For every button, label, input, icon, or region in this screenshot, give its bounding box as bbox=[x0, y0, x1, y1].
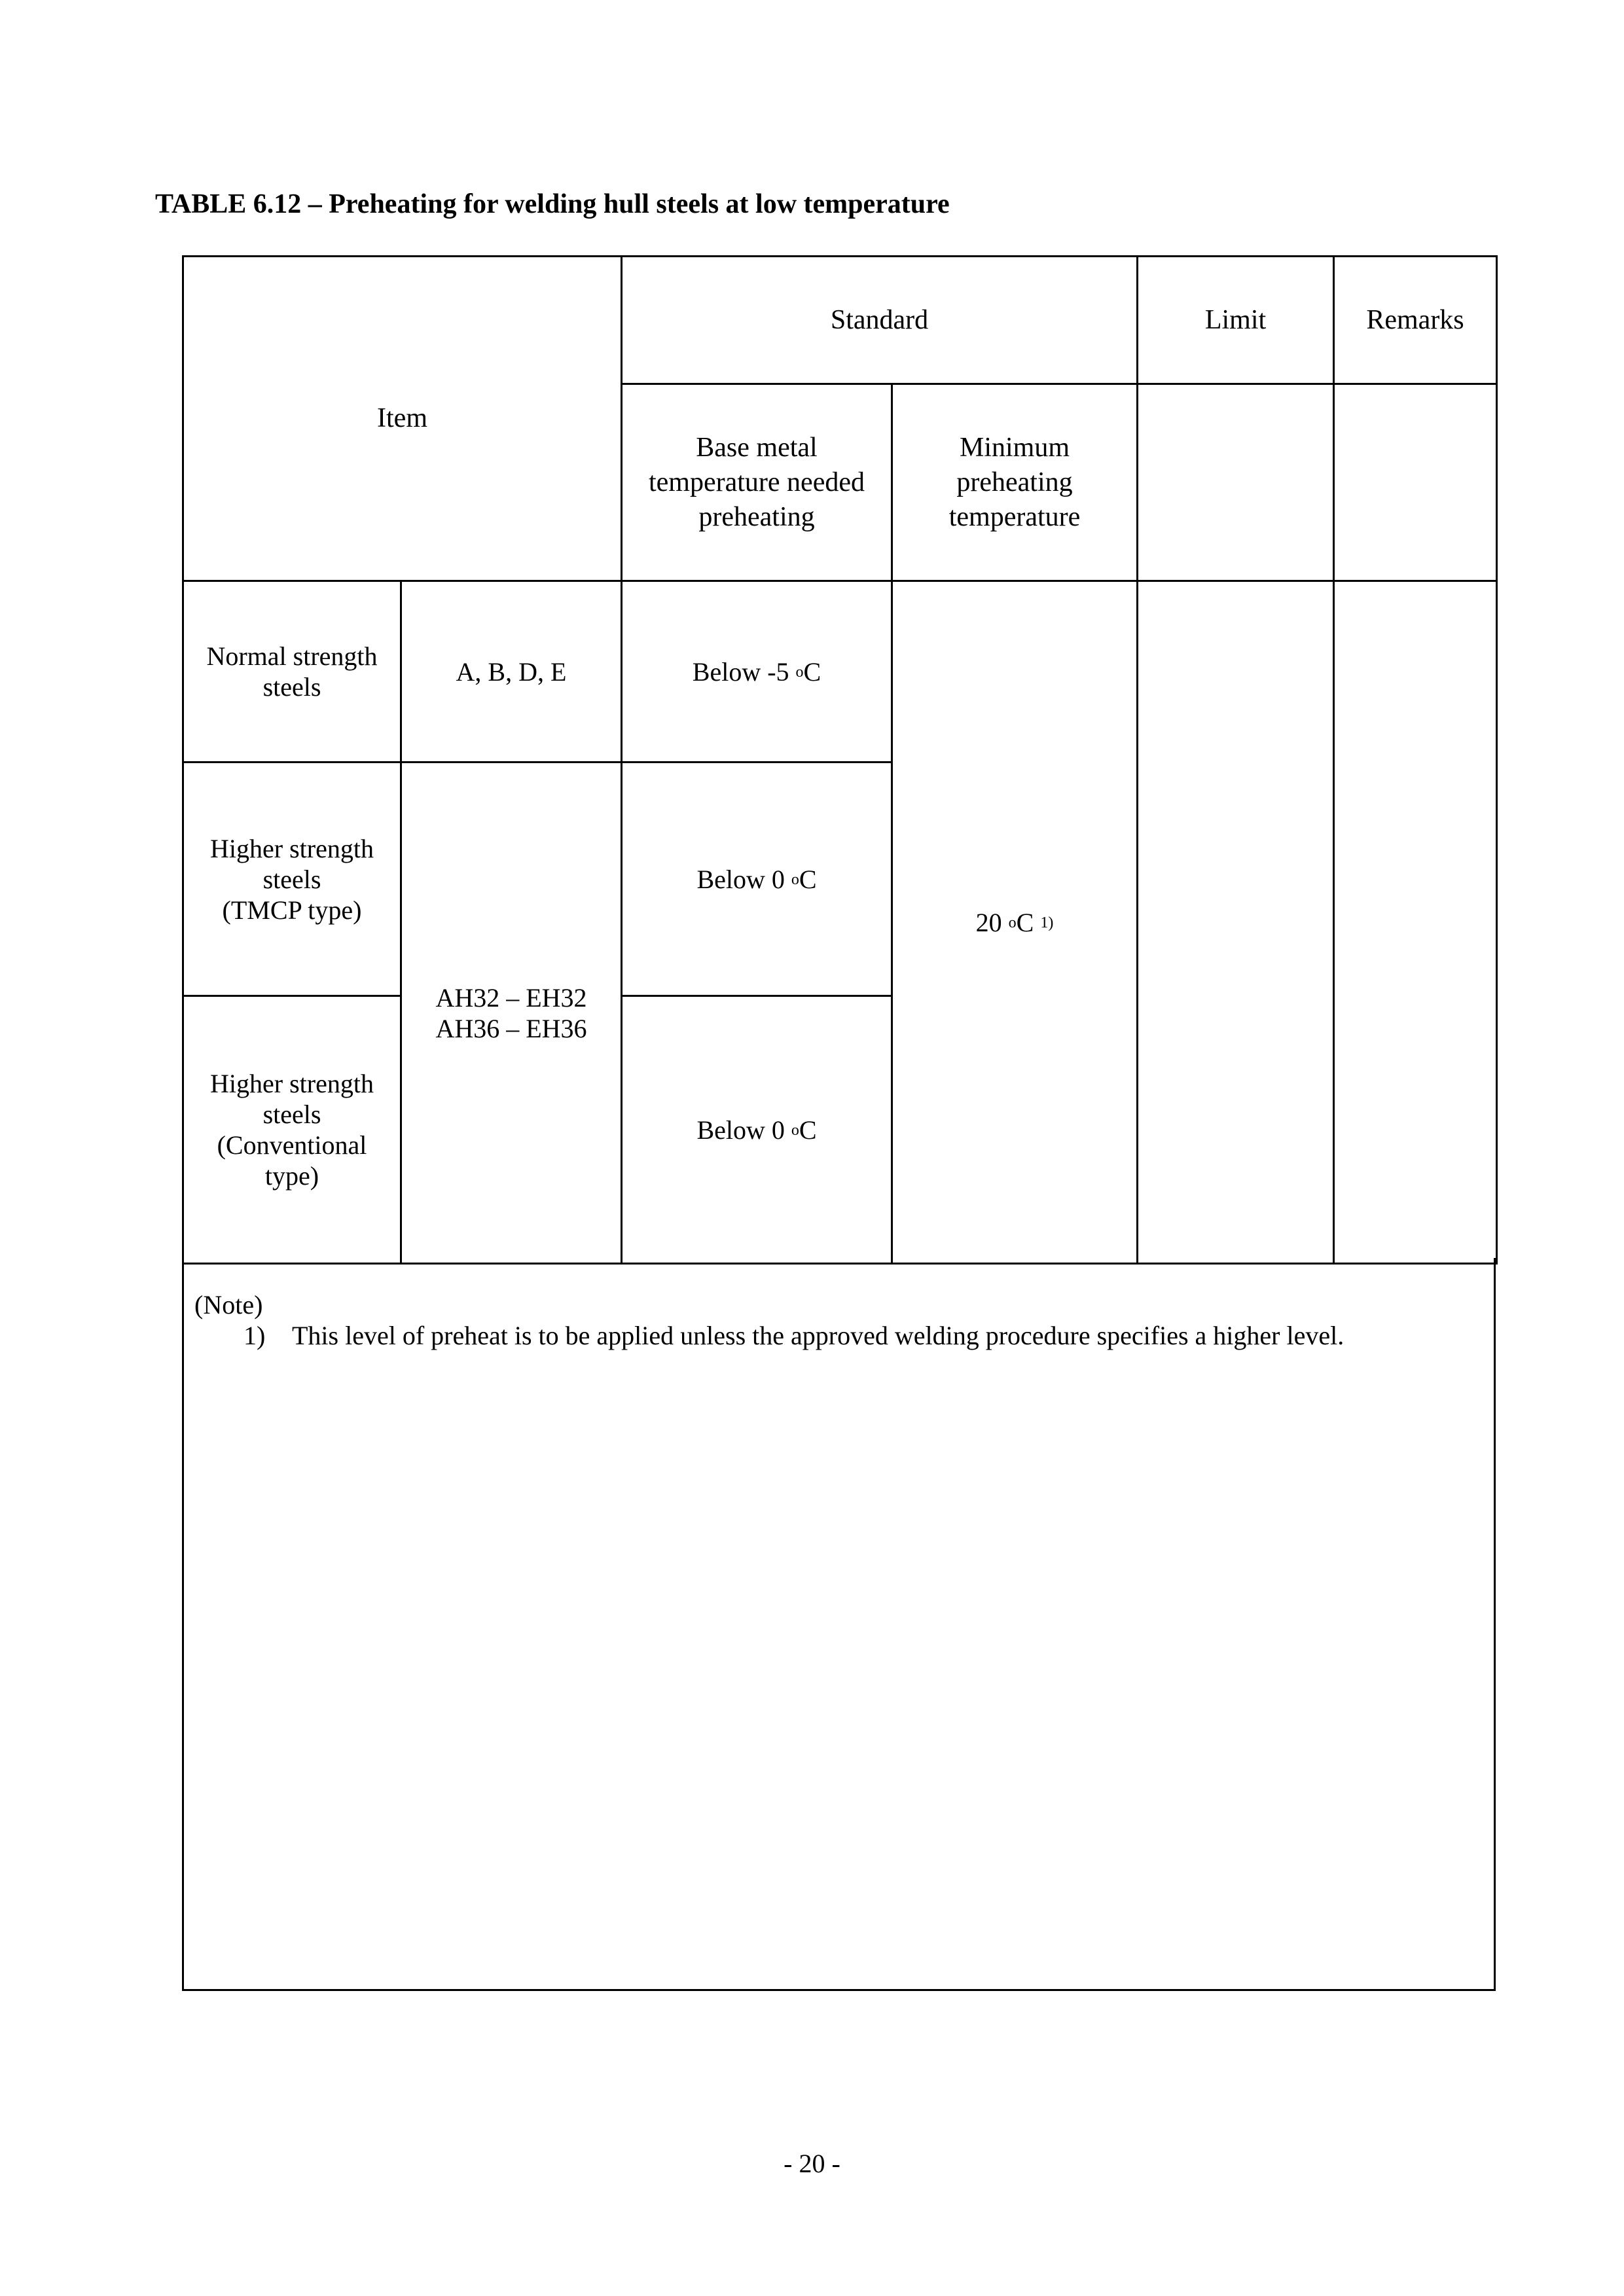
note-box bbox=[182, 1258, 1496, 1991]
header-standard: Standard bbox=[622, 257, 1138, 384]
remarks-header-blank bbox=[1334, 384, 1497, 581]
degree-symbol: o bbox=[791, 1121, 799, 1139]
base-metal-temp-normal-strength: Below -5 $^o$C bbox=[622, 581, 892, 762]
limit-body-blank bbox=[1138, 581, 1334, 1264]
header-limit: Limit bbox=[1138, 257, 1334, 384]
base-metal-temp-tmcp: Below 0 $^o$C bbox=[622, 762, 892, 996]
row-item-higher-strength-conventional: Higher strength steels (Conventional type) bbox=[183, 996, 401, 1264]
row-grade-higher-strength: AH32 – EH32 AH36 – EH36 bbox=[401, 762, 622, 1264]
minimum-preheat-value: 20 $^o$C $^{1)}$ bbox=[892, 581, 1138, 1264]
degree-symbol: o bbox=[1008, 914, 1017, 931]
note-label: (Note) bbox=[194, 1290, 263, 1319]
degree-symbol: o bbox=[795, 663, 804, 681]
header-base-metal-temperature: Base metal temperature needed preheating bbox=[622, 384, 892, 581]
row-item-higher-strength-tmcp: Higher strength steels (TMCP type) bbox=[183, 762, 401, 996]
note-item-text: This level of preheat is to be applied unless the approved welding procedure specifies a higher level. bbox=[292, 1321, 1344, 1350]
limit-header-blank bbox=[1138, 384, 1334, 581]
note-item-number: 1) bbox=[244, 1321, 266, 1350]
page-number: - 20 - bbox=[784, 2149, 840, 2178]
header-minimum-preheating-temperature: Minimum preheating temperature bbox=[892, 384, 1138, 581]
table-title: TABLE 6.12 – Preheating for welding hull steels at low temperature bbox=[155, 189, 950, 219]
row-grade-normal-strength: A, B, D, E bbox=[401, 581, 622, 762]
degree-symbol: o bbox=[791, 870, 799, 888]
header-item: Item bbox=[183, 257, 622, 581]
remarks-body-blank bbox=[1334, 581, 1497, 1264]
preheating-table bbox=[182, 255, 1498, 1265]
footnote-marker: 1) bbox=[1040, 914, 1054, 931]
base-metal-temp-conventional: Below 0 $^o$C bbox=[622, 996, 892, 1264]
row-item-normal-strength: Normal strength steels bbox=[183, 581, 401, 762]
header-remarks: Remarks bbox=[1334, 257, 1497, 384]
